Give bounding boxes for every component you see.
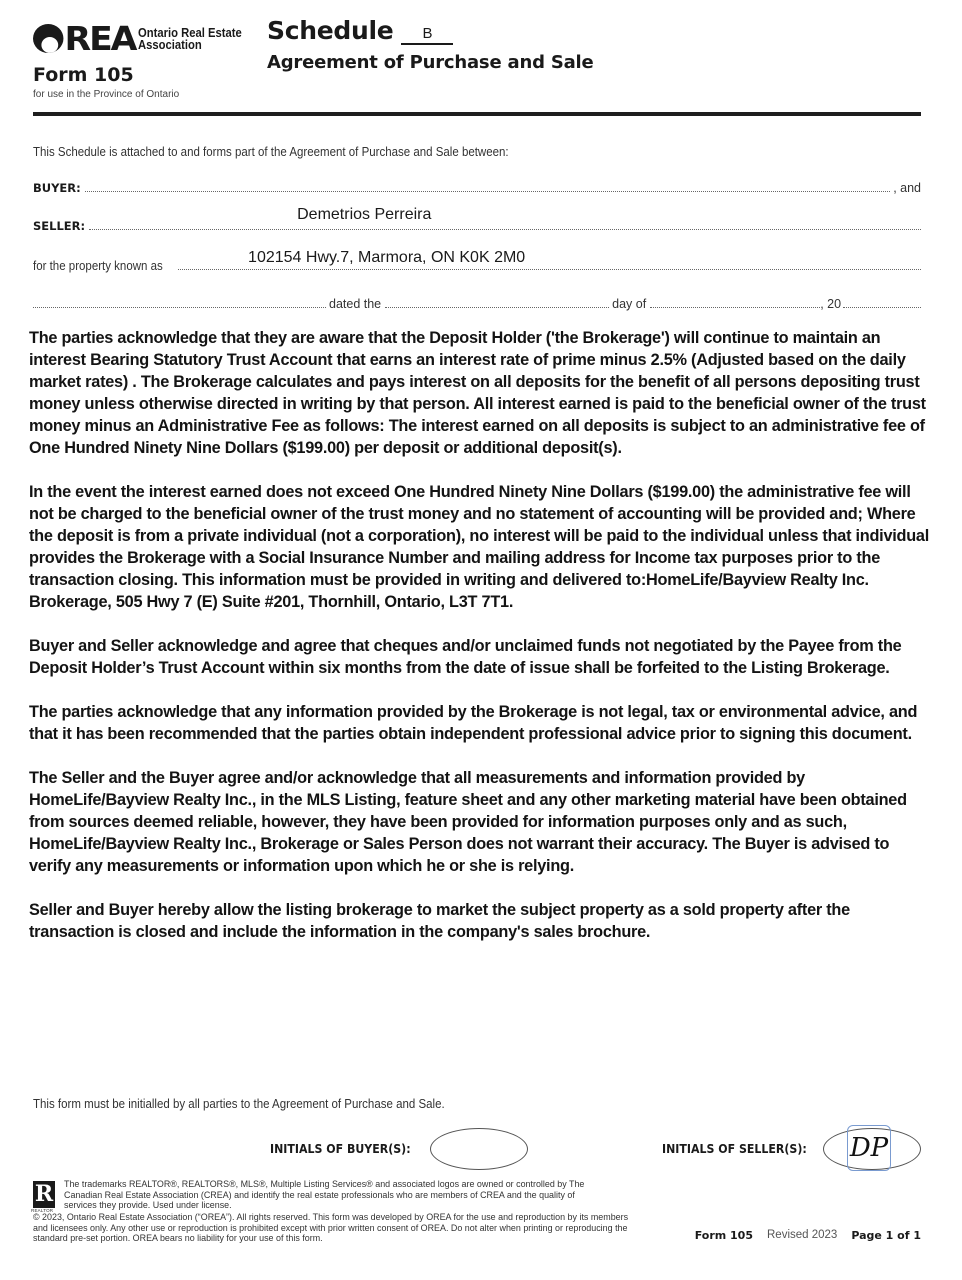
clause-unclaimed-funds: Buyer and Seller acknowledge and agree that cheques and/or unclaimed funds not negotiated by the Payee from the Deposit Holder’s Trust Account within six months from the date of issue shall be forfeited to the Listing Brokerage.: [29, 637, 902, 677]
header-divider: [33, 112, 921, 116]
seller-name-value: Demetrios Perreira: [297, 206, 432, 223]
intro-text: This Schedule is attached to and forms part of the Agreement of Purchase and Sale between:: [33, 145, 509, 159]
footer-form-info: [695, 1229, 921, 1242]
buyer-initials-label: INITIALS OF BUYER(S):: [270, 1141, 411, 1156]
schedule-body: [29, 327, 929, 965]
footer-page-number: Page 1 of 1: [851, 1229, 921, 1242]
buyer-label: BUYER:: [33, 181, 81, 195]
buyer-and-text: , and: [893, 181, 921, 195]
dated-the-label: dated the: [329, 297, 382, 311]
form-number: Form 105: [33, 64, 134, 86]
property-field[interactable]: [178, 249, 921, 270]
buyer-initials-field[interactable]: [430, 1128, 528, 1170]
property-address-value: 102154 Hwy.7, Marmora, ON K0K 2M0: [248, 249, 526, 266]
orea-swirl-icon: [33, 24, 63, 53]
year-prefix-label: , 20: [820, 297, 842, 311]
orea-logo-mark: REA: [33, 22, 135, 55]
footer-revised: Revised 2023: [767, 1229, 838, 1241]
seller-field[interactable]: [89, 206, 921, 230]
property-row: [33, 249, 921, 273]
seller-initials-label: INITIALS OF SELLER(S):: [662, 1141, 807, 1156]
seller-row: [33, 206, 921, 233]
copyright-notice: © 2023, Ontario Real Estate Association (“OREA”). All rights reserved. This form was developed by OREA for the use and reproduction by its members and licensees only. Any other use or reproduction is prohibited except with prior written consent of OREA. Do not alter when printing or reproducing the standard pre-set portion. OREA bears no liability for your use of this form.: [33, 1212, 629, 1244]
seller-initials-signature[interactable]: DP: [847, 1125, 891, 1171]
realtor-logo-caption: REALTOR: [31, 1208, 54, 1213]
clause-no-legal-advice: The parties acknowledge that any information provided by the Brokerage is not legal, tax or environmental advice, and that it has been recommended that the parties obtain independent professional advice prior to signing this document.: [29, 703, 918, 743]
schedule-letter-field[interactable]: B: [401, 25, 453, 45]
day-of-label: day of: [612, 297, 647, 311]
form-subtitle: for use in the Province of Ontario: [33, 89, 180, 100]
document-title: Agreement of Purchase and Sale: [267, 52, 594, 73]
year-field[interactable]: [843, 306, 921, 308]
clause-marketing: Seller and Buyer hereby allow the listing brokerage to market the subject property as a sold property after the transaction is closed and include the information in the company's sales brochure.: [29, 901, 850, 941]
orea-org-name: Ontario Real Estate Association: [137, 25, 242, 52]
date-row: [33, 297, 921, 311]
initial-note: This form must be initialled by all parties to the Agreement of Purchase and Sale.: [33, 1097, 445, 1111]
property-label: for the property known as: [33, 259, 163, 273]
trademark-notice: The trademarks REALTOR®, REALTORS®, MLS®, Multiple Listing Services® and associated logos are owned or controlled by The Canadian Real Estate Association (CREA) and identify the real estate professionals who are members of CREA and the quality of services they provide. Used under license.: [64, 1179, 585, 1211]
orea-logo: [33, 19, 253, 58]
seller-label: SELLER:: [33, 219, 86, 233]
footer-form-number: Form 105: [694, 1229, 753, 1242]
realtor-logo-icon: R: [34, 1181, 54, 1207]
day-field[interactable]: [385, 306, 609, 308]
clause-measurements: The Seller and the Buyer agree and/or acknowledge that all measurements and information provided by HomeLife/Bayview Realty Inc., in the MLS Listing, feature sheet and any other marketing material have been obtained from sources deemed reliable, however, they have been provided for information purposes only and as such, HomeLife/Bayview Realty Inc., Brokerage or Sales Person does not warrant their accuracy. The Buyer is advised to verify any measurements or information upon which he or she is relying.: [29, 769, 907, 875]
buyer-row: [33, 181, 921, 195]
schedule-title: Schedule B: [267, 16, 453, 45]
buyer-field[interactable]: [85, 190, 890, 192]
date-prefix-field[interactable]: [33, 306, 326, 308]
month-field[interactable]: [650, 306, 820, 308]
clause-admin-fee: In the event the interest earned does not exceed One Hundred Ninety Nine Dollars ($199.00) the administrative fee will not be charged to the beneficial owner of the trust money and no statement of accounting will be provided and; Where the deposit is from a private individual (not a corporation), no interest will be paid to the individual unless that individual provides the Brokerage with a Social Insurance Number and mailing address for Income tax purposes prior to the transaction closing. This information must be provided in writing and delivered to:HomeLife/Bayview Realty Inc. Brokerage, 505 Hwy 7 (E) Suite #201, Thornhill, Ontario, L3T 7T1.: [29, 483, 929, 611]
clause-trust-interest: The parties acknowledge that they are aware that the Deposit Holder ('the Brokerage') will continue to maintain an interest Bearing Statutory Trust Account that earns an interest rate of prime minus 2.5% (Adjusted based on the daily market rates) . The Brokerage calculates and pays interest on all deposits for the benefit of all persons depositing trust money unless otherwise directed in writing by that person. All interest earned is paid to the beneficial owner of the trust money minus an Administrative Fee as follows: The interest earned on all deposits is subject to an administrative fee of One Hundred Ninety Nine Dollars ($199.00) per deposit or additional deposit(s).: [29, 329, 926, 457]
